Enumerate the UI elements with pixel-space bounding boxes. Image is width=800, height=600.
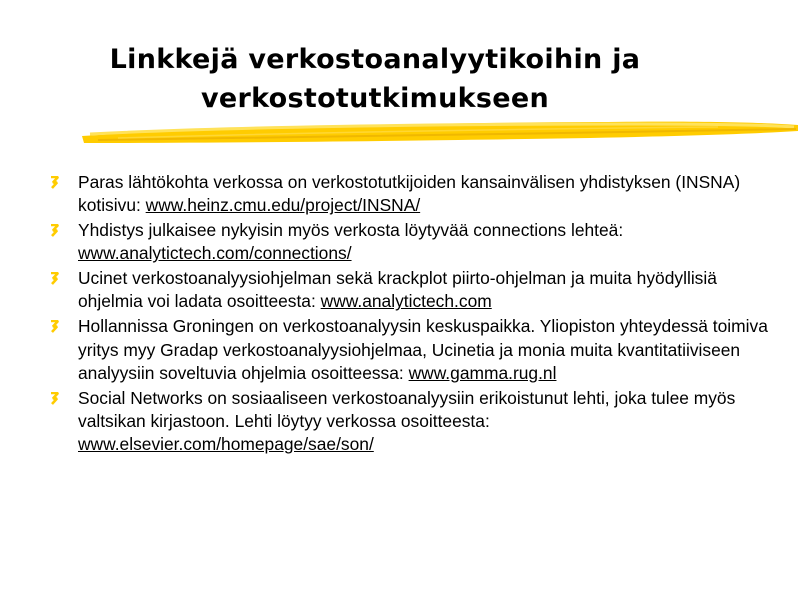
gamma-link[interactable]: www.gamma.rug.nl	[408, 362, 557, 383]
connections-link[interactable]: www.analytictech.com/connections/	[78, 243, 352, 264]
bullet-list	[50, 171, 770, 458]
bullet-text: Yhdistys julkaisee nykyisin myös verkosta löytyvää connections lehteä:	[78, 220, 624, 241]
list-item	[50, 387, 770, 457]
bullet-text: Hollannissa Groningen on verkostoanalyysin keskuspaikka. Yliopiston yhteydessä toimiva yritys myy Gradap verkostoanalyysiohjelmaa, Ucinetia ja monia muita kvantitatiiviseen analyysiin soveltuvia ohjelmia osoitteessa:	[78, 316, 768, 383]
z-bullet-icon	[50, 392, 59, 405]
elsevier-link[interactable]: www.elsevier.com/homepage/sae/son/	[78, 434, 374, 455]
list-item	[50, 267, 770, 314]
slide-title	[0, 40, 750, 118]
z-bullet-icon	[50, 272, 59, 285]
list-item	[50, 315, 770, 385]
list-item	[50, 219, 770, 266]
insna-link[interactable]: www.heinz.cmu.edu/project/INSNA/	[145, 195, 421, 216]
title-underline-brush-stroke	[78, 114, 800, 148]
bullet-text: Social Networks on sosiaaliseen verkostoanalyysiin erikoistunut lehti, joka tulee myös valtsikan kirjastoon. Lehti löytyy verkossa osoitteesta:	[78, 387, 736, 431]
analytictech-link[interactable]: www.analytictech.com	[320, 291, 492, 312]
slide-title-line-1: Linkkejä verkostoanalyytikoihin ja	[109, 44, 641, 75]
z-bullet-icon	[50, 224, 59, 237]
z-bullet-icon	[50, 176, 59, 189]
bullet-text: Ucinet verkostoanalyysiohjelman sekä krackplot piirto-ohjelman ja muita hyödyllisiä ohjelmia voi ladata osoitteesta:	[78, 268, 717, 312]
bullet-text: Paras lähtökohta verkossa on verkostotutkijoiden kansainvälisen yhdistyksen (INSNA) kotisivu:	[78, 172, 741, 216]
z-bullet-icon	[50, 320, 59, 333]
slide-title-line-2: verkostotutkimukseen	[200, 83, 549, 114]
list-item	[50, 171, 770, 218]
